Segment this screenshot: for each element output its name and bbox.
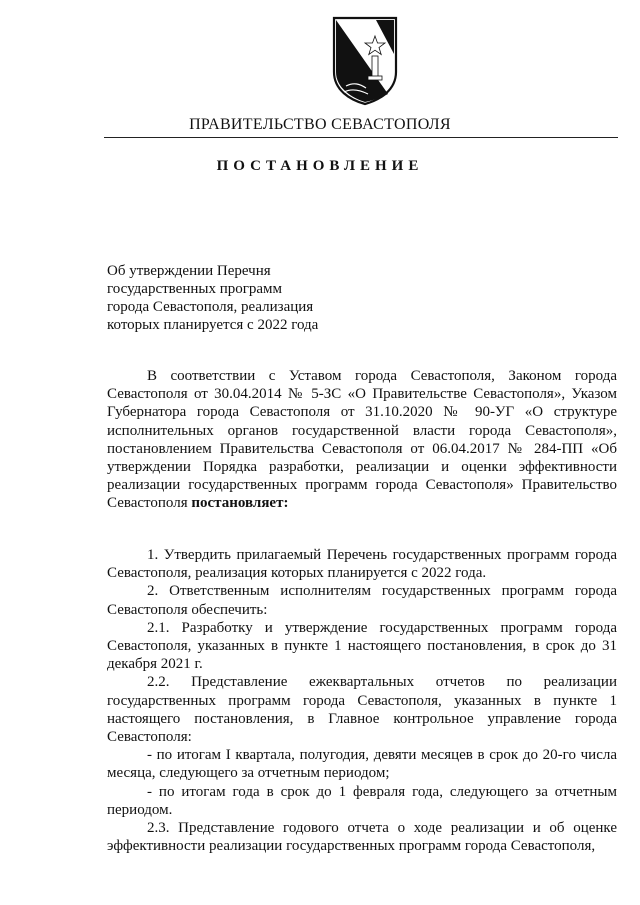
organization-name: ПРАВИТЕЛЬСТВО СЕВАСТОПОЛЯ: [189, 116, 451, 133]
item-paragraph: 2. Ответственным исполнителям государственных программ города Севастополя обеспечить:: [107, 583, 617, 618]
preamble-text: В соответствии с Уставом города Севастополя, Законом города Севастополя от 30.04.2014 № 5-ЗС «О Правительстве Севастополя», Указом Губернатора города Севастополя от 31.10.2020 № 90-УГ «О структуре исполнительных органов государственной власти города Севастополя», постановлением Правительства Севастополя от 06.04.2017 № 284-ПП «Об утверждении Порядка разработки, реализации и оценки эффективности реализации государственных программ города Севастополя» Правительство Севастополя: [107, 368, 617, 512]
document-subject: [107, 262, 437, 334]
item-paragraph: 1. Утвердить прилагаемый Перечень государственных программ города Севастополя, реализация которых планируется с 2022 года.: [107, 547, 617, 582]
item-paragraph: 2.3. Представление годового отчета о ходе реализации и об оценке эффективности реализации государственных программ города Севастополя,: [107, 820, 617, 855]
subject-line: Об утверждении Перечня: [107, 263, 271, 279]
subject-line: которых планируется с 2022 года: [107, 317, 319, 333]
preamble-resolution-word: постановляет:: [191, 495, 289, 512]
document-type-title: ПОСТАНОВЛЕНИЕ: [216, 158, 424, 174]
preamble-block: [107, 367, 617, 513]
item-paragraph: - по итогам I квартала, полугодия, девяти месяцев в срок до 20-го числа месяца, следующего за отчетным периодом;: [107, 747, 617, 782]
item-paragraph: - по итогам года в срок до 1 февраля года, следующего за отчетным периодом.: [107, 783, 617, 818]
resolution-items: [107, 546, 617, 855]
subject-line: города Севастополя, реализация: [107, 299, 314, 315]
item-paragraph: 2.2. Представление ежеквартальных отчетов по реализации государственных программ города Севастополя, указанных в пункте 1 настоящего постановления, в Главное контрольное управление города Севастополя:: [107, 674, 617, 746]
header-divider: [104, 137, 618, 138]
preamble-paragraph: [107, 367, 617, 513]
subject-line: государственных программ: [107, 281, 283, 297]
item-paragraph: 2.1. Разработку и утверждение государственных программ города Севастополя, указанных в пункте 1 настоящего постановления, в срок до 31 декабря 2021 г.: [107, 619, 617, 673]
coat-of-arms-icon: [328, 14, 402, 106]
